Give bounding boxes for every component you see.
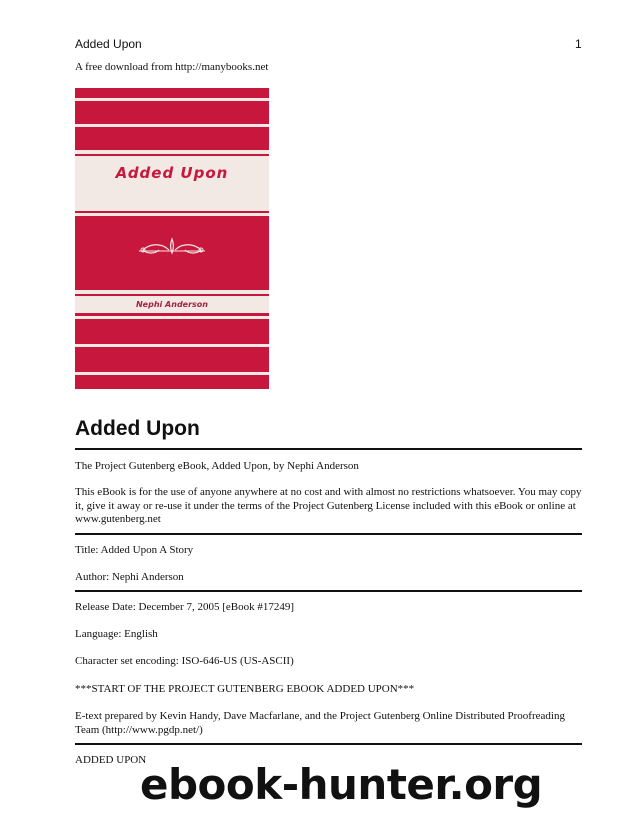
- download-source-line: A free download from http://manybooks.net: [75, 61, 269, 73]
- cover-ornament-icon: [135, 236, 209, 258]
- title-line: Title: Added Upon A Story: [75, 544, 194, 556]
- divider-rule: [75, 743, 582, 745]
- closing-heading-line: ADDED UPON: [75, 754, 147, 766]
- cover-title: Added Upon: [115, 164, 229, 182]
- cover-author: Nephi Anderson: [135, 300, 208, 309]
- encoding-line: Character set encoding: ISO-646-US (US-ASCII): [75, 655, 294, 667]
- cover-stripe: [75, 213, 269, 216]
- language-line: Language: English: [75, 628, 158, 640]
- page-number: 1: [575, 37, 582, 51]
- cover-stripe: [75, 344, 269, 347]
- intro-paragraph: The Project Gutenberg eBook, Added Upon, by Nephi Anderson: [75, 460, 359, 472]
- release-date-line: Release Date: December 7, 2005 [eBook #17249]: [75, 601, 295, 613]
- divider-rule: [75, 448, 582, 450]
- author-line: Author: Nephi Anderson: [75, 571, 184, 583]
- license-paragraph: This eBook is for the use of anyone anywhere at no cost and with almost no restrictions whatsoever. You may copy it, give it away or re-use it under the terms of the Project Gutenberg License included with this eBook or online at www.gutenberg.net: [75, 486, 582, 525]
- divider-rule: [75, 590, 582, 592]
- running-header-title: Added Upon: [75, 37, 142, 51]
- credits-paragraph: E-text prepared by Kevin Handy, Dave Macfarlane, and the Project Gutenberg Online Distributed Proofreading Team (http://www.pgdp.net/): [75, 710, 565, 736]
- cover-stripe: [75, 98, 269, 101]
- book-cover-image: [75, 88, 269, 389]
- site-watermark: ebook-hunter.org: [140, 760, 543, 809]
- divider-rule: [75, 533, 582, 535]
- cover-stripe: [75, 290, 269, 294]
- cover-stripe: [75, 150, 269, 154]
- gutenberg-start-line: ***START OF THE PROJECT GUTENBERG EBOOK ADDED UPON***: [75, 683, 415, 695]
- cover-stripe: [75, 372, 269, 375]
- book-title-heading: Added Upon: [75, 417, 200, 440]
- cover-stripe: [75, 316, 269, 319]
- cover-stripe: [75, 124, 269, 127]
